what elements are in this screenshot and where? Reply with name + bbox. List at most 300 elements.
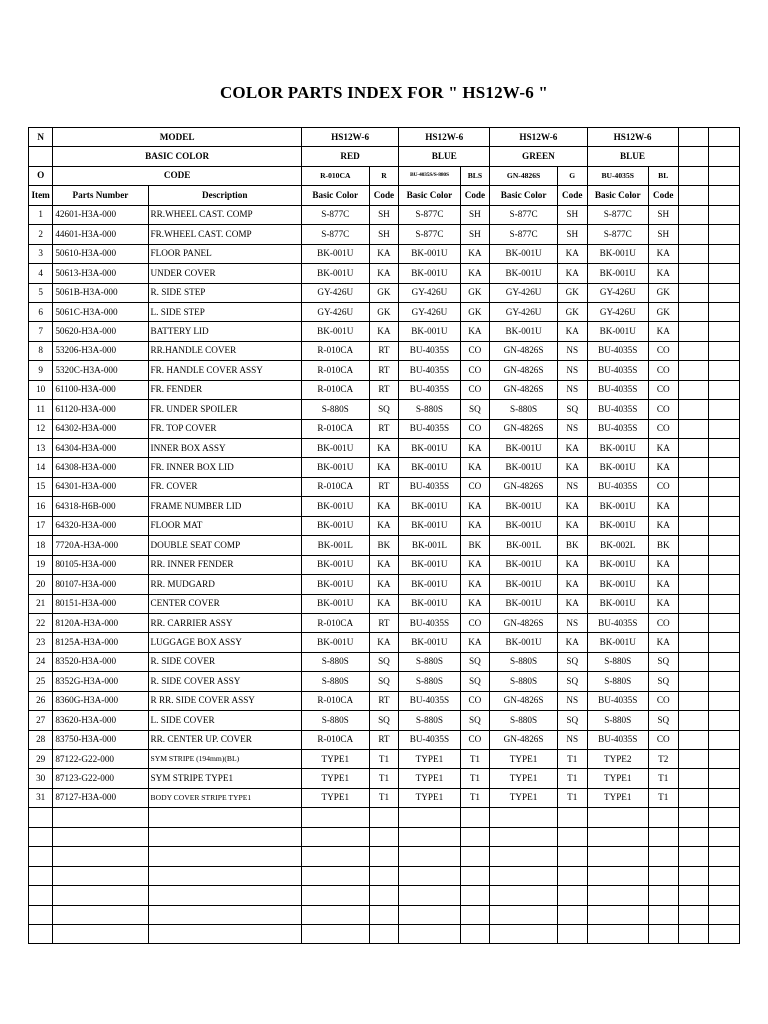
table-row: [29, 458, 740, 477]
description: RR. INNER FENDER: [148, 555, 301, 574]
basic-color: BK-001U: [399, 439, 460, 458]
empty-cell: [648, 808, 678, 827]
empty-cell: [399, 808, 460, 827]
empty-cell: [678, 536, 709, 555]
empty-cell: [648, 886, 678, 905]
empty-cell: [648, 924, 678, 943]
color-code: GK: [460, 283, 490, 302]
basic-color: BK-001L: [490, 536, 558, 555]
color-code: KA: [557, 633, 587, 652]
empty-cell: [369, 886, 399, 905]
basic-color: BK-001U: [490, 264, 558, 283]
color-code: KA: [369, 322, 399, 341]
basic-color: BK-001U: [301, 244, 369, 263]
color-code: CO: [648, 730, 678, 749]
color-code: NS: [557, 380, 587, 399]
description: FR.WHEEL CAST. COMP: [148, 225, 301, 244]
description: LUGGAGE BOX ASSY: [148, 633, 301, 652]
empty-cell: [709, 477, 740, 496]
empty-cell: [587, 905, 648, 924]
empty-cell: [678, 730, 709, 749]
description-header: Description: [148, 186, 301, 205]
basic-color: S-880S: [399, 711, 460, 730]
color-code: GK: [648, 283, 678, 302]
basic-color: TYPE1: [490, 769, 558, 788]
basic-color: S-880S: [399, 672, 460, 691]
basic-code-2: BU-4035S/S-880S: [399, 166, 460, 185]
item-number: 20: [29, 575, 53, 594]
empty-cell: [678, 827, 709, 846]
empty-cell: [29, 847, 53, 866]
color-code: KA: [648, 322, 678, 341]
empty-cell: [709, 302, 740, 321]
color-code: CO: [648, 341, 678, 360]
basic-color: S-877C: [490, 225, 558, 244]
empty-cell: [678, 458, 709, 477]
table-row: [29, 244, 740, 263]
basic-color: BU-4035S: [587, 341, 648, 360]
empty-cell: [369, 866, 399, 885]
basic-color: BU-4035S: [587, 477, 648, 496]
basic-color: BK-001U: [587, 594, 648, 613]
empty-cell: [587, 924, 648, 943]
blank-row: [29, 827, 740, 846]
color-code: KA: [648, 264, 678, 283]
empty-cell: [709, 886, 740, 905]
color-code: CO: [648, 361, 678, 380]
empty-cell: [678, 691, 709, 710]
item-number: 2: [29, 225, 53, 244]
color-code: KA: [460, 458, 490, 477]
color-code: SH: [557, 205, 587, 224]
basic-color: BK-001U: [587, 555, 648, 574]
basic-color: S-880S: [301, 652, 369, 671]
empty-cell: [678, 788, 709, 807]
color-4: BLUE: [587, 147, 678, 166]
basic-color: S-877C: [399, 205, 460, 224]
color-code: CO: [460, 730, 490, 749]
basic-color: BU-4035S: [587, 730, 648, 749]
empty-cell: [709, 147, 740, 166]
description: RR.WHEEL CAST. COMP: [148, 205, 301, 224]
table-row: [29, 264, 740, 283]
basic-color: BU-4035S: [399, 361, 460, 380]
basic-color: TYPE1: [399, 788, 460, 807]
basic-color: S-880S: [587, 711, 648, 730]
basic-color: BK-001U: [587, 244, 648, 263]
color-code: CO: [460, 613, 490, 632]
empty-cell: [490, 905, 558, 924]
basic-color: S-880S: [399, 652, 460, 671]
empty-cell: [678, 341, 709, 360]
empty-cell: [53, 847, 148, 866]
basic-code-1: R-010CA: [301, 166, 369, 185]
empty-cell: [587, 827, 648, 846]
color-code: T1: [460, 769, 490, 788]
empty-cell: [709, 264, 740, 283]
empty-cell: [678, 147, 709, 166]
basic-color: R-010CA: [301, 361, 369, 380]
item-number: 5: [29, 283, 53, 302]
color-code: KA: [460, 244, 490, 263]
basic-color: R-010CA: [301, 380, 369, 399]
parts-number: 42601-H3A-000: [53, 205, 148, 224]
empty-cell: [678, 652, 709, 671]
description: FR. HANDLE COVER ASSY: [148, 361, 301, 380]
table-row: [29, 302, 740, 321]
empty-cell: [678, 128, 709, 147]
empty-cell: [678, 497, 709, 516]
header-row-code: [29, 166, 740, 185]
empty-cell: [490, 866, 558, 885]
basic-color: BK-001U: [399, 264, 460, 283]
empty-cell: [53, 886, 148, 905]
basic-color: S-880S: [399, 400, 460, 419]
parts-number: 5061C-H3A-000: [53, 302, 148, 321]
item-number: 10: [29, 380, 53, 399]
basic-color: S-880S: [587, 652, 648, 671]
empty-cell: [709, 711, 740, 730]
basic-color: BK-001U: [490, 244, 558, 263]
basic-color: BK-001U: [587, 575, 648, 594]
color-code: T1: [460, 788, 490, 807]
empty-cell: [301, 808, 369, 827]
empty-cell: [490, 886, 558, 905]
parts-number: 80151-H3A-000: [53, 594, 148, 613]
empty-cell: [709, 594, 740, 613]
color-code: BK: [557, 536, 587, 555]
item-number: 21: [29, 594, 53, 613]
color-code: CO: [648, 400, 678, 419]
color-code: KA: [369, 264, 399, 283]
basic-color: GY-426U: [301, 302, 369, 321]
parts-number: 50610-H3A-000: [53, 244, 148, 263]
table-row: [29, 225, 740, 244]
model-2: HS12W-6: [399, 128, 490, 147]
item-number: 27: [29, 711, 53, 730]
basic-color: BK-001U: [490, 322, 558, 341]
empty-cell: [709, 750, 740, 769]
basic-color: GN-4826S: [490, 419, 558, 438]
basic-color: BK-001U: [399, 555, 460, 574]
color-code: RT: [369, 419, 399, 438]
item-number: 23: [29, 633, 53, 652]
empty-cell: [301, 847, 369, 866]
basic-color: TYPE1: [399, 750, 460, 769]
empty-cell: [709, 186, 740, 205]
item-number: 8: [29, 341, 53, 360]
color-code: RT: [369, 477, 399, 496]
empty-cell: [460, 866, 490, 885]
parts-number: 50613-H3A-000: [53, 264, 148, 283]
basic-color: BU-4035S: [399, 380, 460, 399]
code-header-4: Code: [648, 186, 678, 205]
color-code: KA: [460, 516, 490, 535]
table-row: [29, 361, 740, 380]
basic-color: BU-4035S: [587, 361, 648, 380]
empty-cell: [709, 652, 740, 671]
color-code: GK: [648, 302, 678, 321]
item-number: 26: [29, 691, 53, 710]
empty-cell: [678, 283, 709, 302]
color-code: T1: [557, 788, 587, 807]
color-code: CO: [460, 380, 490, 399]
description: RR. CENTER UP. COVER: [148, 730, 301, 749]
empty-cell: [678, 419, 709, 438]
basic-color: BK-001U: [490, 458, 558, 477]
basic-color: S-877C: [490, 205, 558, 224]
description: UNDER COVER: [148, 264, 301, 283]
color-code: KA: [648, 516, 678, 535]
empty-cell: [29, 808, 53, 827]
item-number: 14: [29, 458, 53, 477]
empty-cell: [709, 536, 740, 555]
table-row: [29, 691, 740, 710]
empty-cell: [709, 244, 740, 263]
empty-cell: [678, 575, 709, 594]
color-parts-table: [28, 127, 740, 944]
empty-cell: [369, 905, 399, 924]
color-code: KA: [369, 516, 399, 535]
parts-number: 8125A-H3A-000: [53, 633, 148, 652]
basic-color: BK-001U: [301, 497, 369, 516]
parts-number: 64318-H6B-000: [53, 497, 148, 516]
empty-cell: [709, 866, 740, 885]
description: FR. FENDER: [148, 380, 301, 399]
color-code: SQ: [460, 672, 490, 691]
item-number: 13: [29, 439, 53, 458]
color-code: KA: [557, 264, 587, 283]
color-code: GK: [557, 283, 587, 302]
color-code: KA: [648, 244, 678, 263]
color-code: KA: [557, 575, 587, 594]
color-code: KA: [648, 594, 678, 613]
color-code: RT: [369, 361, 399, 380]
empty-cell: [557, 866, 587, 885]
empty-cell: [648, 827, 678, 846]
parts-number: 44601-H3A-000: [53, 225, 148, 244]
color-code: NS: [557, 613, 587, 632]
basic-color: BK-001U: [301, 633, 369, 652]
empty-cell: [678, 516, 709, 535]
empty-cell: [709, 633, 740, 652]
color-code: SQ: [557, 400, 587, 419]
empty-cell: [678, 613, 709, 632]
empty-cell: [678, 769, 709, 788]
item-number: 18: [29, 536, 53, 555]
empty-cell: [369, 847, 399, 866]
empty-cell: [709, 788, 740, 807]
color-code: KA: [557, 516, 587, 535]
empty-cell: [587, 808, 648, 827]
basic-color: R-010CA: [301, 691, 369, 710]
empty-cell: [678, 264, 709, 283]
parts-number: 7720A-H3A-000: [53, 536, 148, 555]
table-row: [29, 497, 740, 516]
basic-color: BK-001U: [301, 458, 369, 477]
empty-cell: [678, 808, 709, 827]
basic-color: TYPE1: [399, 769, 460, 788]
empty-cell: [460, 827, 490, 846]
parts-number: 64320-H3A-000: [53, 516, 148, 535]
basic-color: TYPE1: [587, 769, 648, 788]
empty-cell: [648, 905, 678, 924]
empty-cell: [557, 847, 587, 866]
no-label-top: N: [29, 128, 53, 147]
basic-color: BK-001U: [490, 439, 558, 458]
basic-color: BK-001U: [587, 439, 648, 458]
basic-color: S-880S: [301, 711, 369, 730]
model-4: HS12W-6: [587, 128, 678, 147]
empty-cell: [709, 380, 740, 399]
basic-color: TYPE2: [587, 750, 648, 769]
empty-cell: [678, 750, 709, 769]
color-code: NS: [557, 477, 587, 496]
color-code: CO: [460, 361, 490, 380]
basic-color: BK-001U: [301, 516, 369, 535]
color-code: SQ: [557, 711, 587, 730]
empty-cell: [709, 400, 740, 419]
description: FRAME NUMBER LID: [148, 497, 301, 516]
description: BATTERY LID: [148, 322, 301, 341]
color-code: T1: [460, 750, 490, 769]
empty-cell: [709, 827, 740, 846]
item-number: 29: [29, 750, 53, 769]
basic-color: GY-426U: [587, 302, 648, 321]
basic-color: GN-4826S: [490, 730, 558, 749]
color-code: KA: [648, 555, 678, 574]
color-code: SQ: [648, 711, 678, 730]
code-header-3: Code: [557, 186, 587, 205]
description: FR. TOP COVER: [148, 419, 301, 438]
empty-cell: [29, 827, 53, 846]
empty-cell: [460, 886, 490, 905]
color-code: RT: [369, 341, 399, 360]
color-code: SQ: [557, 652, 587, 671]
color-code: KA: [557, 322, 587, 341]
empty-cell: [709, 341, 740, 360]
code-1: R: [369, 166, 399, 185]
color-code: SH: [460, 225, 490, 244]
basic-code-3: GN-4826S: [490, 166, 558, 185]
table-row: [29, 788, 740, 807]
basic-color: BU-4035S: [399, 691, 460, 710]
table-row: [29, 672, 740, 691]
empty-cell: [678, 847, 709, 866]
color-code: SQ: [369, 672, 399, 691]
color-code: SQ: [460, 711, 490, 730]
empty-cell: [678, 672, 709, 691]
parts-number: 83520-H3A-000: [53, 652, 148, 671]
empty-cell: [399, 827, 460, 846]
empty-cell: [399, 847, 460, 866]
parts-number: 61120-H3A-000: [53, 400, 148, 419]
empty-cell: [709, 322, 740, 341]
table-row: [29, 711, 740, 730]
color-code: KA: [460, 264, 490, 283]
description: FLOOR MAT: [148, 516, 301, 535]
basic-color: BU-4035S: [587, 419, 648, 438]
empty-cell: [648, 847, 678, 866]
color-code: T1: [369, 769, 399, 788]
empty-cell: [369, 827, 399, 846]
empty-cell: [490, 847, 558, 866]
description: R. SIDE STEP: [148, 283, 301, 302]
color-code: CO: [460, 477, 490, 496]
item-number: 11: [29, 400, 53, 419]
empty-cell: [490, 808, 558, 827]
empty-cell: [709, 419, 740, 438]
basic-color: TYPE1: [587, 788, 648, 807]
basic-color: BU-4035S: [587, 380, 648, 399]
empty-cell: [490, 827, 558, 846]
basic-color: BK-001U: [490, 594, 558, 613]
color-code: KA: [460, 497, 490, 516]
empty-cell: [678, 439, 709, 458]
empty-cell: [678, 205, 709, 224]
empty-cell: [709, 439, 740, 458]
color-2: BLUE: [399, 147, 490, 166]
empty-cell: [678, 186, 709, 205]
item-number: 1: [29, 205, 53, 224]
empty-cell: [29, 147, 53, 166]
color-code: T1: [369, 750, 399, 769]
color-code: T1: [557, 750, 587, 769]
color-code: NS: [557, 341, 587, 360]
empty-cell: [148, 808, 301, 827]
empty-cell: [709, 808, 740, 827]
basic-color: S-880S: [490, 711, 558, 730]
empty-cell: [709, 613, 740, 632]
empty-cell: [678, 866, 709, 885]
table-row: [29, 594, 740, 613]
color-code: RT: [369, 691, 399, 710]
color-code: KA: [460, 322, 490, 341]
basic-color: S-877C: [587, 225, 648, 244]
header-row-basic-color: [29, 147, 740, 166]
table-row: [29, 400, 740, 419]
basic-color: BK-001U: [490, 516, 558, 535]
color-code: GK: [369, 302, 399, 321]
empty-cell: [460, 924, 490, 943]
color-code: KA: [460, 575, 490, 594]
empty-cell: [148, 905, 301, 924]
empty-cell: [709, 458, 740, 477]
color-code: SQ: [557, 672, 587, 691]
color-code: KA: [557, 497, 587, 516]
empty-cell: [709, 516, 740, 535]
color-code: CO: [460, 691, 490, 710]
empty-cell: [709, 924, 740, 943]
item-number: 24: [29, 652, 53, 671]
color-code: T1: [648, 788, 678, 807]
empty-cell: [648, 866, 678, 885]
code-2: BLS: [460, 166, 490, 185]
table-row: [29, 555, 740, 574]
basic-color: BU-4035S: [399, 477, 460, 496]
blank-row: [29, 886, 740, 905]
blank-row: [29, 808, 740, 827]
code-header-1: Code: [369, 186, 399, 205]
basic-color: BK-001U: [399, 458, 460, 477]
item-number: 31: [29, 788, 53, 807]
basic-color: BK-001U: [490, 633, 558, 652]
color-code: CO: [648, 613, 678, 632]
model-3: HS12W-6: [490, 128, 587, 147]
basic-color: GN-4826S: [490, 380, 558, 399]
blank-row: [29, 866, 740, 885]
empty-cell: [709, 283, 740, 302]
